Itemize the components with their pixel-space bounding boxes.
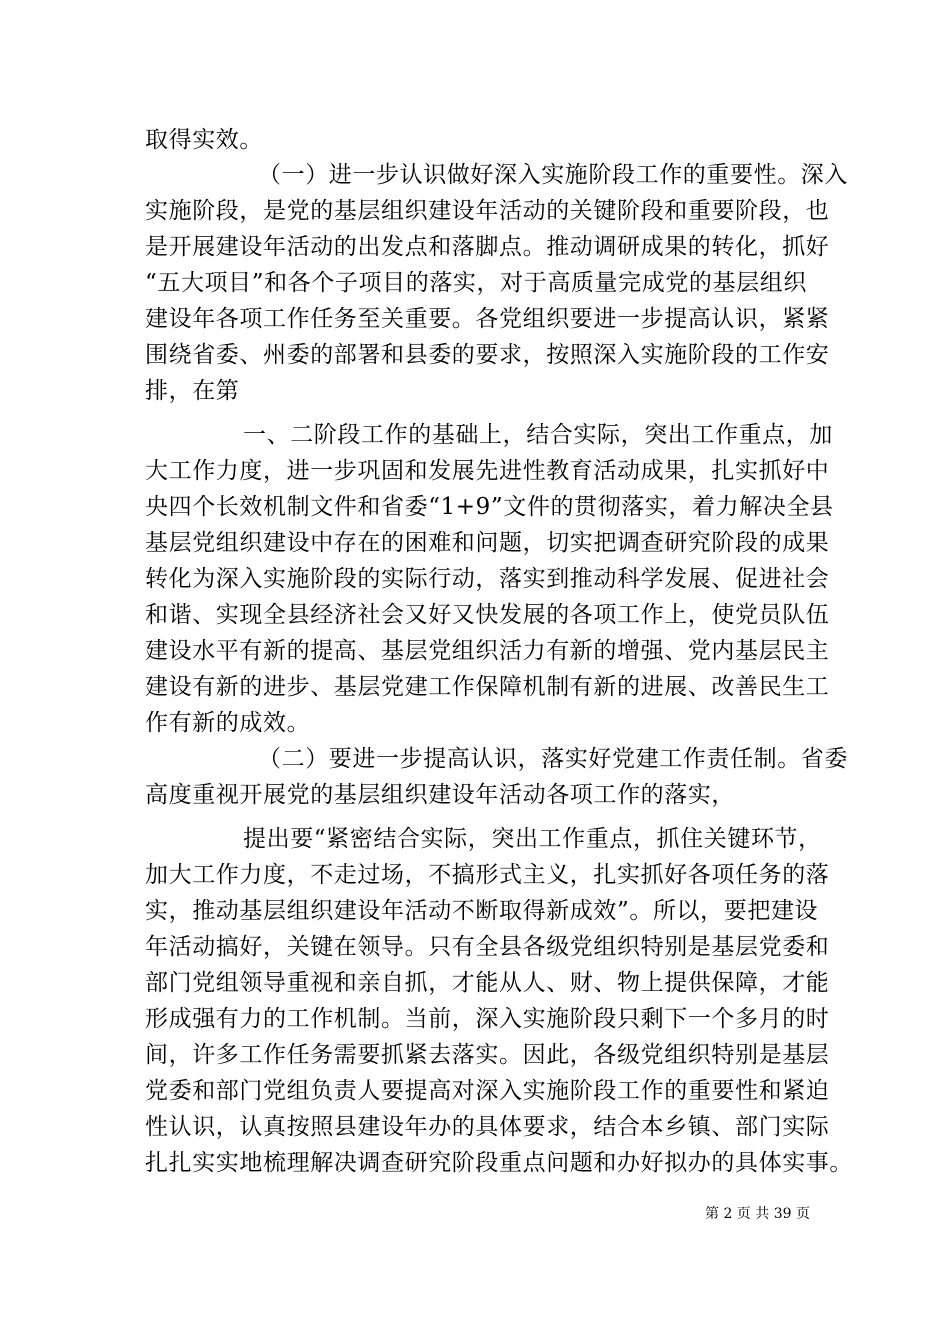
text-line: 大工作力度，进一步巩固和发展先进性教育活动成果，扎实抓好中: [145, 458, 830, 484]
text-line: （二）要进一步提高认识，落实好党建工作责任制。省委: [258, 746, 848, 772]
text-line: 建设有新的进步、基层党建工作保障机制有新的进展、改善民生工: [145, 674, 830, 700]
text-line: 建设水平有新的提高、基层党组织活力有新的增强、党内基层民主: [145, 638, 830, 664]
text-line: 一、二阶段工作的基础上，结合实际，突出工作重点，加: [243, 422, 833, 448]
text-line: 性认识，认真按照县建设年办的具体要求，结合本乡镇、部门实际: [145, 1114, 830, 1140]
text-line: 加大工作力度，不走过场，不搞形式主义，扎实抓好各项任务的落: [145, 862, 830, 888]
text-line: 提出要“紧密结合实际，突出工作重点，抓住关键环节，: [243, 826, 822, 852]
page-number: 第 2 页 共 39 页: [705, 1206, 810, 1222]
text-line: （一）进一步认识做好深入实施阶段工作的重要性。深入: [258, 162, 848, 188]
text-line: 作有新的成效。: [145, 710, 311, 736]
text-line: 和谐、实现全县经济社会又好又快发展的各项工作上，使党员队伍: [145, 602, 830, 628]
text-line: 转化为深入实施阶段的实际行动，落实到推动科学发展、促进社会: [145, 566, 830, 592]
text-line: 实，推动基层组织建设年活动不断取得新成效”。所以，要把建设: [145, 898, 819, 924]
text-line: 形成强有力的工作机制。当前，深入实施阶段只剩下一个多月的时: [145, 1006, 830, 1032]
text-line: 围绕省委、州委的部署和县委的要求，按照深入实施阶段的工作安: [145, 342, 830, 368]
text-line: 排，在第: [145, 378, 240, 404]
text-line: 党委和部门党组负责人要提高对深入实施阶段工作的重要性和紧迫: [145, 1078, 830, 1104]
text-line: 是开展建设年活动的出发点和落脚点。推动调研成果的转化，抓好: [145, 234, 830, 260]
text-line: 基层党组织建设中存在的困难和问题，切实把调查研究阶段的成果: [145, 530, 830, 556]
text-line: 扎扎实实地梳理解决调查研究阶段重点问题和办好拟办的具体实事。: [145, 1150, 853, 1176]
text-line: 建设年各项工作任务至关重要。各党组织要进一步提高认识，紧紧: [145, 306, 830, 332]
text-line: 部门党组领导重视和亲自抓，才能从人、财、物上提供保障，才能: [145, 970, 830, 996]
text-line: 取得实效。: [145, 127, 263, 153]
text-line: “五大项目”和各个子项目的落实，对于高质量完成党的基层组织: [145, 270, 807, 296]
text-line: 间，许多工作任务需要抓紧去落实。因此，各级党组织特别是基层: [145, 1042, 830, 1068]
text-line: 高度重视开展党的基层组织建设年活动各项工作的落实，: [145, 782, 735, 808]
text-line: 实施阶段，是党的基层组织建设年活动的关键阶段和重要阶段，也: [145, 198, 830, 224]
text-line: 年活动搞好，关键在领导。只有全县各级党组织特别是基层党委和: [145, 934, 830, 960]
text-line: 央四个长效机制文件和省委“1+9”文件的贯彻落实，着力解决全县: [145, 494, 834, 520]
